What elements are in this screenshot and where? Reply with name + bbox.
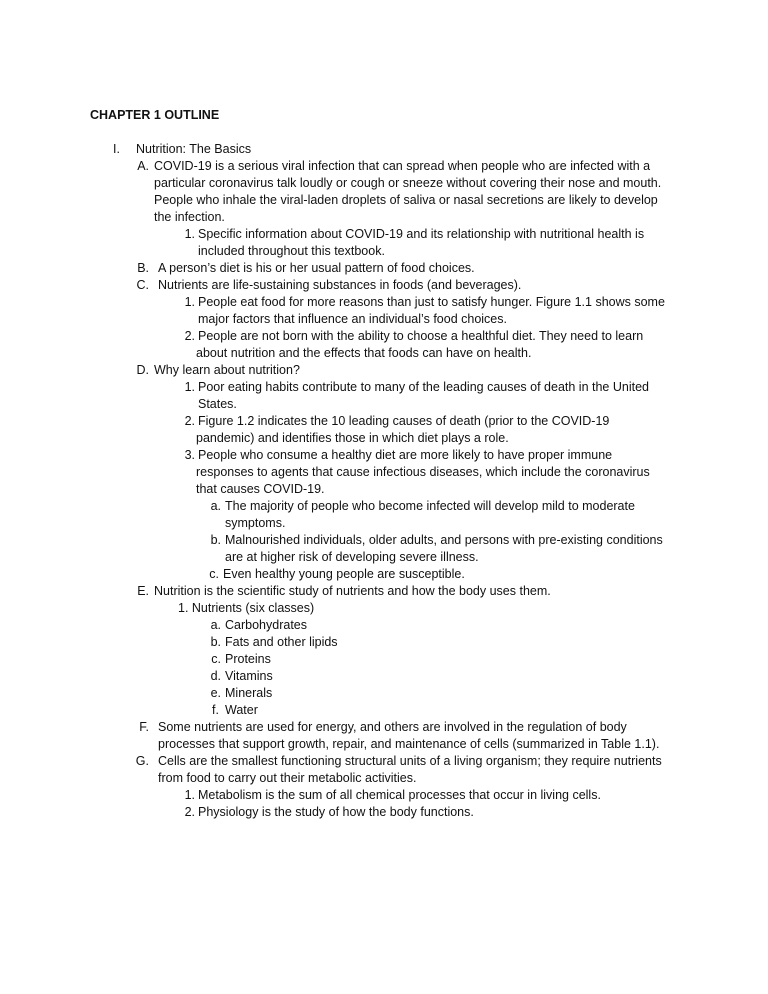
outline-d3a-line-2: symptoms.	[225, 516, 286, 530]
outline-marker-a1: 1.	[184, 227, 195, 241]
nutrient-class-water: Water	[225, 703, 258, 717]
outline-marker-c: C.	[136, 278, 149, 292]
outline-a-line-4: the infection.	[154, 210, 225, 224]
outline-c-text: Nutrients are life-sustaining substances in foods (and beverages).	[158, 278, 522, 292]
outline-marker-f: F.	[139, 720, 149, 734]
outline-a-line-3: People who inhale the viral-laden droplets of saliva or nasal secretions are likely to develop	[154, 193, 658, 207]
outline-c1-line-1: People eat food for more reasons than just to satisfy hunger. Figure 1.1 shows some	[198, 295, 665, 309]
nutrient-class-lipids: Fats and other lipids	[225, 635, 338, 649]
outline-d3b-line-1: Malnourished individuals, older adults, and persons with pre-existing conditions	[225, 533, 663, 547]
outline-d3-line-1: People who consume a healthy diet are more likely to have proper immune	[198, 448, 613, 462]
outline-d-text: Why learn about nutrition?	[154, 363, 300, 377]
outline-marker-d3b: b.	[210, 533, 221, 547]
outline-marker-e1e: e.	[210, 686, 221, 700]
outline-e-text: Nutrition is the scientific study of nutrients and how the body uses them.	[154, 584, 551, 598]
outline-g-line-2: from food to carry out their metabolic activities.	[158, 771, 417, 785]
outline-d2-line-2: pandemic) and identifies those in which diet plays a role.	[196, 431, 509, 445]
outline-d2-line-1: Figure 1.2 indicates the 10 leading causes of death (prior to the COVID-19	[198, 414, 610, 428]
chapter-title: CHAPTER 1 OUTLINE	[90, 108, 220, 122]
outline-a-line-1: COVID-19 is a serious viral infection that can spread when people who are infected with a	[154, 159, 651, 173]
outline-a1-line-2: included throughout this textbook.	[198, 244, 385, 258]
outline-marker-g1: 1.	[184, 788, 195, 802]
outline-marker-e1c: c.	[211, 652, 221, 666]
outline-d3a-line-1: The majority of people who become infected will develop mild to moderate	[225, 499, 635, 513]
outline-marker-d2: 2.	[184, 414, 195, 428]
outline-marker-e1f: f.	[212, 703, 219, 717]
outline-marker-a: A.	[137, 159, 149, 173]
outline-d3-line-2: responses to agents that cause infectious diseases, which include the coronavirus	[196, 465, 650, 479]
outline-a-line-2: particular coronavirus talk loudly or cough or sneeze without covering their nose and mouth.	[154, 176, 662, 190]
outline-e1-text: 1. Nutrients (six classes)	[178, 601, 315, 615]
outline-marker-e1b: b.	[210, 635, 221, 649]
outline-c2-line-2: about nutrition and the effects that foods can have on health.	[196, 346, 532, 360]
outline-b-text: A person’s diet is his or her usual pattern of food choices.	[158, 261, 475, 275]
outline-marker-d3: 3.	[184, 448, 195, 462]
outline-g-line-1: Cells are the smallest functioning structural units of a living organism; they require nutrients	[158, 754, 662, 768]
nutrient-class-carbohydrates: Carbohydrates	[225, 618, 307, 632]
outline-f-line-2: processes that support growth, repair, and maintenance of cells (summarized in Table 1.1).	[158, 737, 660, 751]
nutrient-class-proteins: Proteins	[225, 652, 271, 666]
outline-c1-line-2: major factors that influence an individual’s food choices.	[198, 312, 507, 326]
outline-f-line-1: Some nutrients are used for energy, and others are involved in the regulation of body	[158, 720, 627, 734]
outline-heading-i: Nutrition: The Basics	[136, 142, 252, 156]
outline-marker-e: E.	[137, 584, 149, 598]
nutrient-class-minerals: Minerals	[225, 686, 273, 700]
outline-marker-i: I.	[113, 142, 120, 156]
outline-marker-g2: 2.	[184, 805, 195, 819]
outline-d3-line-3: that causes COVID-19.	[196, 482, 325, 496]
nutrient-class-vitamins: Vitamins	[225, 669, 273, 683]
outline-marker-d: D.	[136, 363, 149, 377]
outline-marker-b: B.	[137, 261, 149, 275]
outline-d1-line-1: Poor eating habits contribute to many of the leading causes of death in the United	[198, 380, 649, 394]
outline-d3b-line-2: are at higher risk of developing severe illness.	[225, 550, 479, 564]
outline-g2-text: Physiology is the study of how the body functions.	[198, 805, 474, 819]
outline-marker-c2: 2.	[184, 329, 195, 343]
outline-marker-d3a: a.	[210, 499, 221, 513]
outline-d1-line-2: States.	[198, 397, 237, 411]
outline-d3c-line-1: Even healthy young people are susceptible.	[223, 567, 465, 581]
outline-marker-e1d: d.	[210, 669, 221, 683]
outline-marker-e1a: a.	[210, 618, 221, 632]
outline-marker-d3c: c.	[209, 567, 219, 581]
outline-c2-line-1: People are not born with the ability to choose a healthful diet. They need to learn	[198, 329, 644, 343]
outline-marker-c1: 1.	[184, 295, 195, 309]
outline-marker-g: G.	[135, 754, 149, 768]
outline-a1-line-1: Specific information about COVID-19 and its relationship with nutritional health is	[198, 227, 645, 241]
outline-g1-text: Metabolism is the sum of all chemical processes that occur in living cells.	[198, 788, 601, 802]
outline-marker-d1: 1.	[184, 380, 195, 394]
